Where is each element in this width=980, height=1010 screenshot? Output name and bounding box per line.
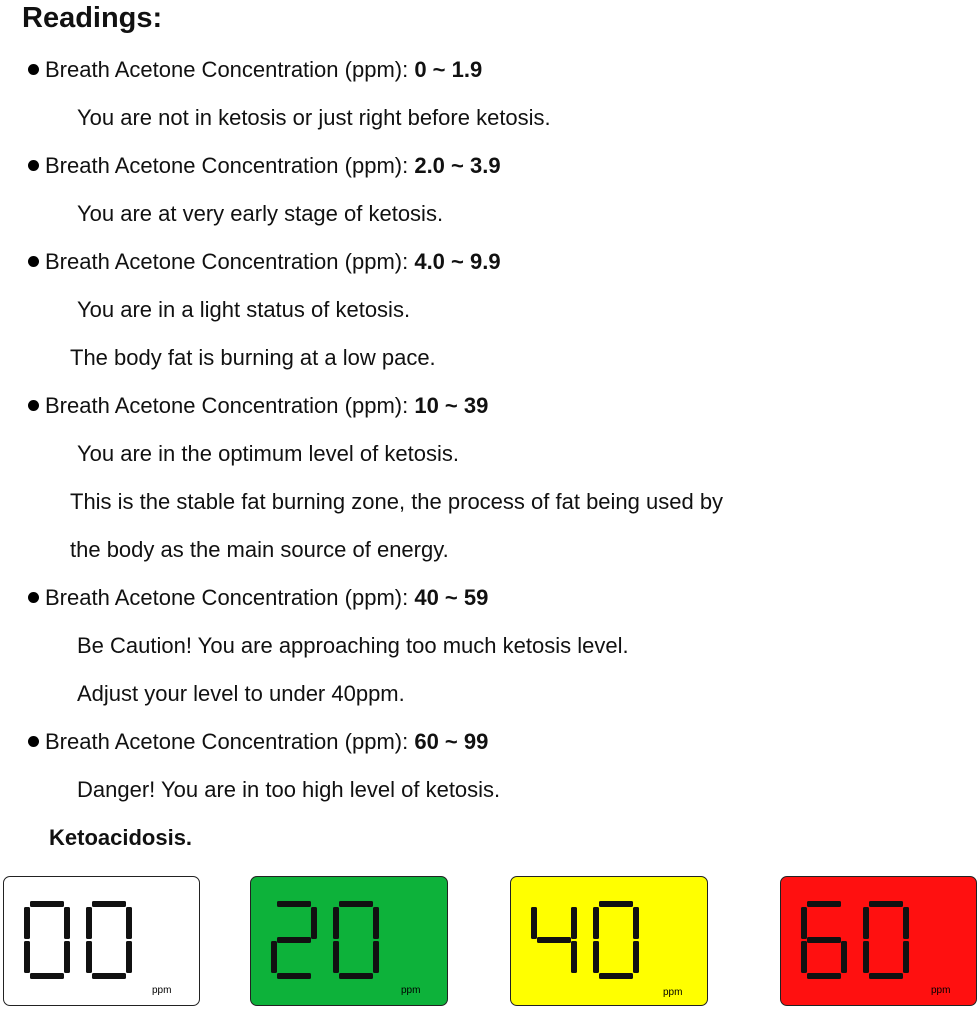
reading-range: 40 ~ 59 [414,585,489,610]
reading-2-heading [28,152,501,180]
display-panel-60 [780,876,977,1006]
reading-label: Breath Acetone Concentration (ppm): [45,249,415,274]
display-panel-40 [510,876,708,1006]
lcd-segment [633,907,639,939]
lcd-segment [801,907,807,939]
display-unit: ppm [401,985,421,996]
reading-label: Breath Acetone Concentration (ppm): [45,729,415,754]
reading-range: 4.0 ~ 9.9 [414,249,501,274]
reading-1-text-1: You are not in ketosis or just right before ketosis. [77,105,551,130]
display-unit: ppm [931,985,951,996]
lcd-segment [333,941,339,973]
reading-5-text-2: Adjust your level to under 40ppm. [77,681,405,706]
lcd-segment [271,941,277,973]
bullet-icon [28,400,39,411]
bullet-icon [28,256,39,267]
lcd-segment [339,901,373,907]
lcd-segment [599,973,633,979]
lcd-segment [24,941,30,973]
lcd-segment [863,907,869,939]
lcd-segment [869,973,903,979]
reading-4-text-2: This is the stable fat burning zone, the process of fat being used by [70,489,724,514]
reading-4-text-1: You are in the optimum level of ketosis. [77,441,459,466]
reading-6-text-1: Danger! You are in too high level of ketosis. [77,777,501,802]
ketoacidosis-note: Ketoacidosis. [49,825,193,850]
lcd-segment [537,937,571,943]
lcd-segment [92,973,126,979]
lcd-segment [86,907,92,939]
reading-3-text-1: You are in a light status of ketosis. [77,297,411,322]
reading-range: 2.0 ~ 3.9 [414,153,501,178]
reading-label: Breath Acetone Concentration (ppm): [45,57,415,82]
lcd-segment [869,901,903,907]
bullet-icon [28,160,39,171]
bullet-icon [28,592,39,603]
bullet-icon [28,64,39,75]
bullet-icon [28,736,39,747]
reading-label: Breath Acetone Concentration (ppm): [45,393,415,418]
page-title: Readings: [22,2,163,34]
display-panel-20 [250,876,448,1006]
lcd-segment [126,907,132,939]
lcd-segment [64,941,70,973]
lcd-segment [86,941,92,973]
lcd-segment [571,907,577,939]
lcd-segment [373,907,379,939]
reading-label: Breath Acetone Concentration (ppm): [45,153,415,178]
reading-3-heading [28,248,501,276]
lcd-segment [373,941,379,973]
lcd-segment [531,907,537,939]
lcd-segment [599,901,633,907]
lcd-segment [593,941,599,973]
lcd-digits [799,901,959,991]
reading-range: 0 ~ 1.9 [414,57,483,82]
lcd-segment [801,941,807,973]
reading-1-heading [28,56,482,84]
reading-range: 60 ~ 99 [414,729,489,754]
lcd-segment [903,941,909,973]
lcd-segment [863,941,869,973]
display-unit: ppm [663,987,683,998]
lcd-segment [807,901,841,907]
lcd-segment [807,973,841,979]
lcd-segment [571,941,577,973]
lcd-segment [126,941,132,973]
reading-range: 10 ~ 39 [414,393,489,418]
lcd-segment [339,973,373,979]
lcd-segment [30,901,64,907]
lcd-segment [903,907,909,939]
lcd-segment [277,901,311,907]
lcd-segment [333,907,339,939]
lcd-segment [593,907,599,939]
display-unit: ppm [152,985,172,996]
lcd-digits [22,901,182,991]
reading-2-text-1: You are at very early stage of ketosis. [77,201,444,226]
display-panel-00 [3,876,200,1006]
lcd-segment [633,941,639,973]
lcd-segment [807,937,841,943]
reading-label: Breath Acetone Concentration (ppm): [45,585,415,610]
lcd-digits [269,901,429,991]
lcd-digits [529,901,689,991]
reading-6-heading [28,728,488,756]
lcd-segment [277,937,311,943]
reading-5-heading [28,584,488,612]
reading-3-text-2: The body fat is burning at a low pace. [70,345,436,370]
lcd-segment [30,973,64,979]
lcd-segment [277,973,311,979]
reading-5-text-1: Be Caution! You are approaching too much ketosis level. [77,633,629,658]
reading-4-heading [28,392,488,420]
lcd-segment [841,941,847,973]
lcd-segment [92,901,126,907]
lcd-segment [64,907,70,939]
lcd-segment [311,907,317,939]
reading-4-text-3: the body as the main source of energy. [70,537,449,562]
lcd-segment [24,907,30,939]
